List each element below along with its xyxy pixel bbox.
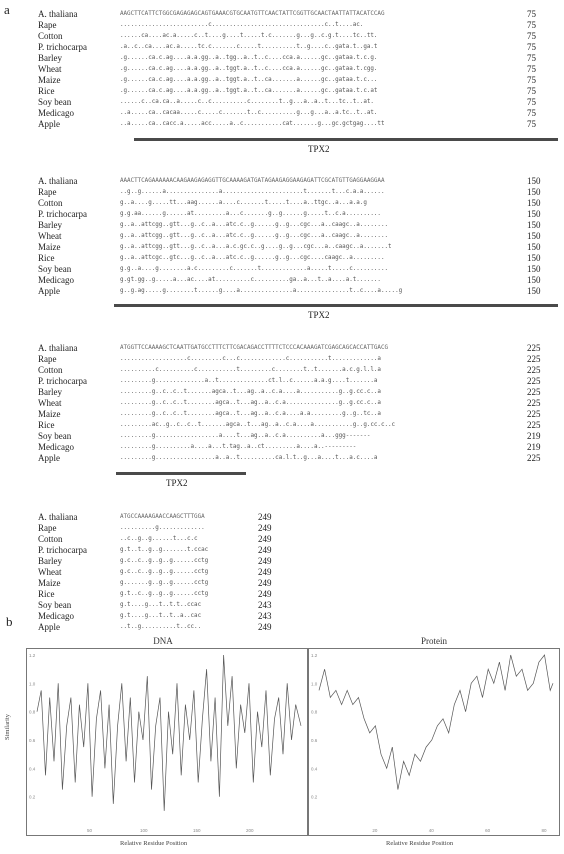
species-name: A. thaliana [38,343,78,353]
species-name: Soy bean [38,97,72,107]
sequence-text: ATGCCAAAAGAACCAAGCTTTGGA [120,514,205,520]
sequence-text: .........g..c..c..t........agca..t...ag..a..c.a...............g..g.cc.c..a [120,400,381,406]
alignment-row [38,622,558,633]
position-number: 249 [258,567,272,577]
alignment-row [38,209,558,220]
dna-ytick-label: 0.8 [29,709,36,715]
sequence-text: ......ca....ac.a.....c..t....g....t.....t.c.......g...g..c.g.t....tc..tt. [120,33,378,39]
position-number: 243 [258,611,272,621]
sequence-text: g.c..c..g..g..g......cctg [120,569,209,575]
sequence-text: .........g..c..c..t.......agca..t...ag..a..c.a....a...........g..g.cc.c..a [120,389,381,395]
alignment-row [38,387,558,398]
protein-similarity-line [319,655,553,790]
protein-ytick-label: 1.0 [311,681,318,687]
alignment-row [38,431,558,442]
position-number: 219 [527,431,541,441]
species-name: P. trichocarpa [38,209,87,219]
protein-plot-svg [309,649,559,835]
species-name: Soy bean [38,600,72,610]
dna-xtick-label: 200 [246,828,254,833]
sequence-text: ..t..g..........t..cc.. [120,624,202,630]
alignment-row [38,242,558,253]
alignment-row [38,556,558,567]
species-name: Maize [38,75,61,85]
sequence-text: ......c..ca.ca..a.....c..c..........c........t..g...a..a..t...tc..t..at. [120,99,374,105]
species-name: P. trichocarpa [38,376,87,386]
alignment-row [38,220,558,231]
alignment-row [38,264,558,275]
position-number: 225 [527,376,541,386]
tpx2-domain-bar [134,138,558,141]
species-name: Barley [38,53,62,63]
species-name: Cotton [38,31,63,41]
alignment-row [38,512,558,523]
position-number: 75 [527,86,536,96]
position-number: 150 [527,176,541,186]
sequence-text: ...................c.........c...c.............c...........t.............a [120,356,381,362]
sequence-text: .........g..c..c..t........agca..t...ag..a..c.a....a.a.........g..g..tc..a [120,411,381,417]
position-number: 150 [527,275,541,285]
alignment-row [38,97,558,108]
dna-xtick-label: 50 [87,828,93,833]
protein-xtick-label: 20 [372,828,378,833]
species-name: Barley [38,220,62,230]
position-number: 75 [527,64,536,74]
species-name: Medicago [38,108,74,118]
position-number: 75 [527,9,536,19]
sequence-text: AAACTTCAGAAAAAACAAGAAGAGAGGTTGCAAAAGATGATAGAAGAGGAAGAGATTCGCATGTTGAGGAAGGAA [120,178,385,184]
sequence-text: .a..c..ca....ac.a.....tc.c.......c.....t..........t..g....c..gata.t..ga.t [120,44,378,50]
tpx2-domain-bar [114,304,558,307]
alignment-row [38,42,558,53]
sequence-text: g.g.aa......g......at.........a...c.......g..g......g.....t..c.a.......... [120,211,381,217]
alignment-row [38,75,558,86]
alignment-row [38,31,558,42]
position-number: 225 [527,354,541,364]
sequence-text: g..a..attcgg..gtt...g..c..a...atc.c..g......g..g...cgc...a..caagc..a........ [120,222,389,228]
sequence-text: .........ac..g..c..c..t.......agca..t...ag..a..c.a....a...........g..g.cc.c..c [120,422,396,428]
position-number: 150 [527,209,541,219]
alignment-row [38,398,558,409]
dna-ytick-label: 0.2 [29,794,36,800]
species-name: Rice [38,420,55,430]
species-name: Cotton [38,534,63,544]
sequence-text: .g......ca.c.ag....a.a.gg..a..tggt.a..t..ca.......a......gc..gataa.t.c.at [120,88,378,94]
position-number: 150 [527,242,541,252]
species-name: Rice [38,589,55,599]
species-name: Apple [38,119,60,129]
alignment-row [38,64,558,75]
alignment-row [38,567,558,578]
sequence-text: g.c..c..g..g..g......cctg [120,558,209,564]
position-number: 75 [527,53,536,63]
sequence-text: .........g..................a....t...ag..a..c.a..........a...ggg------- [120,433,371,439]
species-name: Wheat [38,398,62,408]
alignment-row [38,545,558,556]
species-name: Cotton [38,198,63,208]
sequence-text: ..........g............. [120,525,205,531]
position-number: 249 [258,545,272,555]
sequence-text: g..a..attcgg..gtt...g..c..a...atc.c..g......g..g...cgc...a..caagc..a........ [120,233,389,239]
species-name: Soy bean [38,431,72,441]
position-number: 225 [527,387,541,397]
sequence-text: .........g..............a..t..............ct.l..c......a.a.g....t.......a [120,378,378,384]
species-name: Rape [38,20,57,30]
protein-ytick-label: 0.6 [311,738,318,743]
position-number: 225 [527,453,541,463]
species-name: Maize [38,578,61,588]
species-name: Medicago [38,442,74,452]
position-number: 249 [258,523,272,533]
protein-plot [308,648,560,836]
species-name: Maize [38,242,61,252]
position-number: 75 [527,20,536,30]
dna-xlabel: Relative Residue Position [120,840,188,847]
sequence-text: ..a.....ca..cacc.a.....acc.....a..c...........cat.......g...gc.gctgag....tt [120,121,385,127]
alignment-row [38,108,558,119]
species-name: Cotton [38,365,63,375]
alignment-row [38,376,558,387]
tpx2-domain-label: TPX2 [308,144,330,154]
position-number: 75 [527,31,536,41]
alignment-row [38,534,558,545]
protein-xtick-label: 60 [485,828,491,833]
sequence-text: g.t..t..g..g.......t.ccac [120,547,209,553]
sequence-text: ATGGTTCCAAAAGCTCAATTGATGCCTTTCTTCGACAGACCTTTTCTCCCACAAAGATCGAGCAGCACCATTGACG [120,345,389,351]
species-name: A. thaliana [38,176,78,186]
dna-similarity-line [37,655,301,811]
species-name: Rice [38,253,55,263]
sequence-text: g..a....g.....tt...aag......a....c.......t.....t....a..ttgc..a...a.a.g [120,200,367,206]
sequence-text: ..c..g..g......t...c.c [120,536,198,542]
alignment-row [38,231,558,242]
alignment-row [38,86,558,97]
tpx2-domain-bar [116,472,246,475]
alignment-row [38,442,558,453]
alignment-row [38,611,558,622]
species-name: Wheat [38,231,62,241]
position-number: 249 [258,534,272,544]
species-name: Medicago [38,275,74,285]
alignment-row [38,176,558,187]
position-number: 225 [527,409,541,419]
position-number: 150 [527,231,541,241]
position-number: 249 [258,512,272,522]
position-number: 249 [258,622,272,632]
panel-label-b: b [6,614,13,629]
protein-xtick-label: 80 [541,828,547,833]
species-name: Wheat [38,64,62,74]
alignment-row [38,253,558,264]
sequence-text: g.t....g...t..t.t..ccac [120,602,202,608]
sequence-text: ..a.....ca..cacaa.....c.....c.......t..c..........g...g...a..a.tc..t..at. [120,110,378,116]
species-name: Apple [38,622,60,632]
alignment-row [38,53,558,64]
dna-ytick-label: 0.4 [29,766,36,772]
species-name: A. thaliana [38,9,78,19]
dna-ytick-label: 1.2 [29,653,36,658]
sequence-text: AAGCTTCATTCTGGCGAGAGAGCAGTGAAACGTGCAATGTTCAACTATTCGGTTGCAACTAATTATTACATCCAG [120,11,385,17]
position-number: 249 [258,556,272,566]
position-number: 219 [527,442,541,452]
species-name: Rice [38,86,55,96]
position-number: 150 [527,253,541,263]
dna-xtick-label: 150 [193,828,201,833]
position-number: 150 [527,187,541,197]
species-name: Barley [38,387,62,397]
sequence-text: g.t..c..g..g..g......cctg [120,591,209,597]
position-number: 150 [527,220,541,230]
sequence-text: g.gt.gg..g.....a...ac....at..........c..........ga..a...t..a....a.t....... [120,277,381,283]
species-name: Apple [38,453,60,463]
position-number: 225 [527,398,541,408]
sequence-text: g.......g..g..g......cctg [120,580,209,586]
panel-label-a: a [4,2,10,17]
position-number: 75 [527,108,536,118]
tpx2-domain-label: TPX2 [308,310,330,320]
sequence-text: .........................c................................c..t....ac. [120,22,364,28]
protein-ytick-label: 0.4 [311,766,318,772]
tpx2-domain-label: TPX2 [166,478,188,488]
position-number: 75 [527,119,536,129]
species-name: Barley [38,556,62,566]
protein-ytick-label: 0.2 [311,794,318,800]
alignment-row [38,589,558,600]
alignment-row [38,409,558,420]
protein-xlabel: Relative Residue Position [386,840,454,847]
alignment-row [38,420,558,431]
position-number: 150 [527,286,541,296]
sequence-text: .........g.................a..a..t..........ca.l.t..g...a....t...a.c....a [120,455,378,461]
alignment-row [38,578,558,589]
sequence-text: g..g.ag.....g........t......g....a...............a...............t..c....a.....g [120,288,403,294]
alignment-row [38,600,558,611]
alignment-row [38,20,558,31]
position-number: 150 [527,264,541,274]
species-name: Soy bean [38,264,72,274]
sequence-text: .g......ca.c.ag....a.a.gg..a..tggt.a..t..c....cca.a......gc..gataa.t.cgg. [120,66,378,72]
dna-ytick-label: 1.0 [29,681,36,687]
sequence-text: .g......ca.c.ag....a.a.gg..a..tgg..a..t..c....cca.a......gc..gataa.t.c.g. [120,55,378,61]
species-name: Rape [38,187,57,197]
sequence-text: g.g..a....g........a.c.........c.......t.............a.....t.....c.......... [120,266,389,272]
species-name: Rape [38,354,57,364]
species-name: P. trichocarpa [38,545,87,555]
sequence-text: g..a..attcgc..gtc...g..c..a...atc.c..g......g..g...cgc....caagc..a......... [120,255,385,261]
position-number: 75 [527,97,536,107]
sequence-text: .........g..........a....a...t.tag..a..ct.........a....a..--------- [120,444,357,450]
protein-xtick-label: 40 [428,828,434,833]
sequence-text: g..a..attcgg..gtt...g..c..a...a.c.gc.c..g....g..g...cgc...a..caagc..a.......t [120,244,392,250]
position-number: 150 [527,198,541,208]
alignment-row [38,9,558,20]
alignment-row [38,354,558,365]
alignment-row [38,275,558,286]
alignment-row [38,187,558,198]
dna-ylabel: Similarity [4,714,11,740]
alignment-row [38,453,558,464]
alignment-row [38,198,558,209]
position-number: 249 [258,578,272,588]
alignment-row [38,343,558,354]
dna-plot-title: DNA [153,636,173,646]
position-number: 225 [527,365,541,375]
dna-xtick-label: 100 [140,828,148,833]
dna-ytick-label: 0.6 [29,738,36,743]
protein-ytick-label: 1.2 [311,653,318,658]
protein-ytick-label: 0.8 [311,709,318,715]
sequence-text: g.t....g...t..t..a..cac [120,613,202,619]
sequence-text: ..g..g......a...............a.......................t.......t...c.a.a...... [120,189,385,195]
species-name: Apple [38,286,60,296]
position-number: 249 [258,589,272,599]
species-name: P. trichocarpa [38,42,87,52]
position-number: 75 [527,75,536,85]
species-name: Wheat [38,567,62,577]
species-name: A. thaliana [38,512,78,522]
protein-plot-title: Protein [421,636,447,646]
sequence-text: ..........c..........c...........t.........c........t..t.......a.c.g.l.l.a [120,367,381,373]
dna-plot-svg [27,649,307,835]
alignment-row [38,119,558,130]
sequence-text: .g......ca.c.ag....a.a.gg..a..tggt.a..t..ca.......a......gc..gataa.t.c... [120,77,378,83]
position-number: 75 [527,42,536,52]
alignment-row [38,286,558,297]
alignment-row [38,523,558,534]
species-name: Medicago [38,611,74,621]
position-number: 225 [527,420,541,430]
dna-plot [26,648,308,836]
position-number: 225 [527,343,541,353]
alignment-row [38,365,558,376]
position-number: 243 [258,600,272,610]
species-name: Rape [38,523,57,533]
species-name: Maize [38,409,61,419]
